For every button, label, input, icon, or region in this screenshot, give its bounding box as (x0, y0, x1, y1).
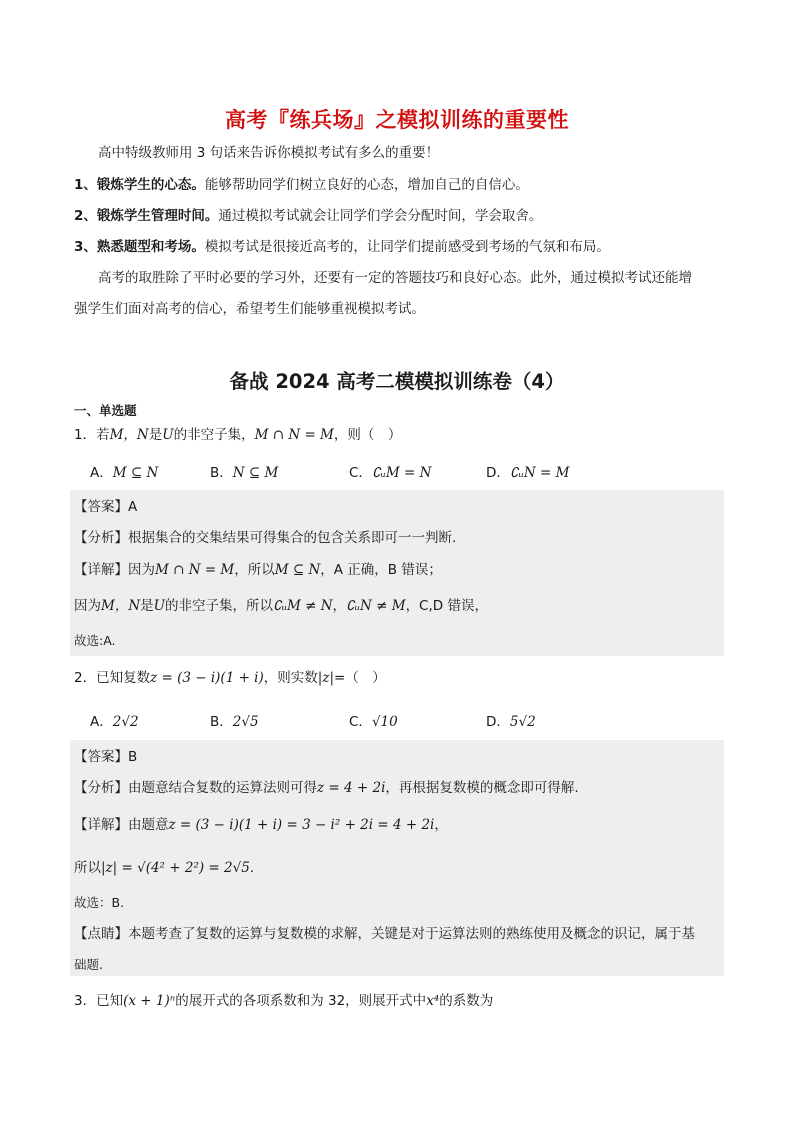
promo-title: 高考『练兵场』之模拟训练的重要性 (225, 108, 569, 132)
question-2-option-a[interactable] (90, 710, 139, 730)
option-label: A． (90, 465, 113, 481)
question-3-stem (74, 991, 724, 1011)
option-label: B． (210, 465, 233, 481)
option-label: C． (349, 465, 372, 481)
math-expr: z = 4 + 2i (317, 780, 386, 796)
text: 的系数为 (439, 993, 494, 1009)
option-expr: 2√2 (112, 714, 139, 730)
question-1-detail-line-1 (74, 560, 724, 580)
promo-point-2 (74, 206, 724, 226)
math-expr: M ∩ N = M (254, 427, 334, 443)
option-expr: 2√5 (232, 714, 259, 730)
section-heading: 一、单选题 (74, 403, 137, 418)
text: 是 (140, 598, 154, 614)
analysis-tag: 【分析】 (74, 780, 128, 796)
text: 2．已知复数 (74, 670, 151, 686)
text: ，所以 (234, 562, 275, 578)
math-expr: M，N (109, 427, 149, 443)
comment-text: 本题考查了复数的运算与复数模的求解，关键是对于运算法则的熟练使用及概念的识记，属于基 (128, 926, 695, 942)
math-expr: U (153, 598, 166, 614)
point-number: 3、 (74, 239, 97, 255)
option-expr: 5√2 (509, 714, 536, 730)
option-label: D． (486, 714, 510, 730)
answer-tag: 【答案】 (74, 499, 128, 515)
math-expr: ∁ᵤM ≠ N (273, 598, 333, 614)
point-text: 通过模拟考试就会让同学们学会分配时间，学会取舍。 (218, 208, 543, 224)
question-2-answer (74, 747, 724, 767)
question-2-stem (74, 668, 724, 688)
question-2-conclusion: 故选：B. (74, 895, 125, 910)
text: 的非空子集， (173, 427, 255, 443)
text: ，C,D 错误， (405, 598, 488, 614)
analysis-tag: 【分析】 (74, 530, 128, 546)
question-1-option-b[interactable] (210, 461, 278, 481)
question-1-answer (74, 497, 724, 517)
question-1-option-d[interactable] (486, 461, 569, 481)
point-text: 模拟考试是很接近高考的，让同学们提前感受到考场的气氛和布局。 (204, 239, 610, 255)
text: ，再根据复数模的概念即可得解. (385, 780, 579, 796)
point-heading: 锻炼学生的心态。 (96, 177, 205, 193)
option-label: C． (349, 714, 372, 730)
question-1-option-a[interactable] (90, 461, 158, 481)
point-heading: 熟悉题型和考场。 (96, 239, 205, 255)
question-1-analysis (74, 528, 724, 548)
text: =（ ） (334, 670, 386, 686)
math-expr: |z| (317, 670, 334, 686)
analysis-text: 根据集合的交集结果可得集合的包含关系即可一一判断. (128, 530, 457, 546)
exam-title: 备战 2024 高考二模模拟训练卷（4） (229, 370, 565, 393)
text: 因为 (128, 562, 155, 578)
question-2-analysis (74, 778, 724, 798)
text: ，A 正确，B 错误； (320, 562, 442, 578)
text: ， (434, 817, 448, 833)
question-2-option-d[interactable] (486, 710, 536, 730)
text: . (249, 860, 255, 876)
option-label: A． (90, 714, 113, 730)
promo-point-1 (74, 175, 724, 195)
text: 是 (148, 427, 163, 443)
point-number: 1、 (74, 177, 97, 193)
text: 由题意 (128, 817, 169, 833)
question-2-option-b[interactable] (210, 710, 259, 730)
question-2-comment-line-2: 础题. (74, 957, 103, 972)
option-expr: √10 (371, 714, 398, 730)
text: 的非空子集，所以 (165, 598, 274, 614)
question-2-comment-line-1 (74, 924, 724, 944)
point-heading: 锻炼学生管理时间。 (96, 208, 219, 224)
math-expr: U (162, 427, 174, 443)
text: 1．若 (74, 427, 110, 443)
detail-tag: 【详解】 (74, 562, 128, 578)
math-expr: z = (3 − i)(1 + i) = 3 − i² + 2i = 4 + 2i (168, 817, 435, 833)
detail-tag: 【详解】 (74, 817, 128, 833)
promo-intro: 高中特级教师用 3 句话来告诉你模拟考试有多么的重要！ (98, 145, 440, 161)
math-expr: x⁴ (426, 993, 440, 1009)
text: ，则实数 (263, 670, 318, 686)
text: ， (332, 598, 347, 614)
math-expr: ∁ᵤN ≠ M (346, 598, 406, 614)
question-1-stem (74, 425, 724, 445)
answer-value: B (128, 749, 138, 765)
text: 由题意结合复数的运算法则可得 (128, 780, 317, 796)
question-2-option-c[interactable] (349, 710, 398, 730)
math-expr: M，N (101, 598, 141, 614)
question-1-detail-line-2 (74, 596, 724, 616)
promo-point-3 (74, 237, 724, 257)
comment-tag: 【点睛】 (74, 926, 128, 942)
answer-value: A (128, 499, 138, 515)
option-expr: ∁ᵤN = M (509, 465, 570, 481)
text: 的展开式的各项系数和为 32，则展开式中 (175, 993, 427, 1009)
math-expr: M ∩ N = M (155, 562, 235, 578)
question-2-detail-line-1 (74, 815, 724, 835)
option-expr: ∁ᵤM = N (371, 465, 432, 481)
text: 所以 (74, 860, 101, 876)
text: 3．已知 (74, 993, 124, 1009)
option-expr: N ⊆ M (232, 465, 279, 481)
text: 因为 (74, 598, 101, 614)
option-expr: M ⊆ N (112, 465, 159, 481)
point-number: 2、 (74, 208, 97, 224)
promo-closing-line-2: 强学生们面对高考的信心，希望考生们能够重视模拟考试。 (74, 301, 425, 317)
question-2-detail-line-2 (74, 858, 724, 878)
text: ，则（ ） (333, 427, 402, 443)
option-label: B． (210, 714, 233, 730)
promo-closing-line-1: 高考的取胜除了平时必要的学习外，还要有一定的答题技巧和良好心态。此外，通过模拟考试还能增 (98, 270, 692, 286)
question-1-conclusion: 故选:A. (74, 633, 116, 648)
math-expr: z = (3 − i)(1 + i) (150, 670, 264, 686)
math-expr: M ⊆ N (274, 562, 321, 578)
point-text: 能够帮助同学们树立良好的心态，增加自己的自信心。 (204, 177, 529, 193)
option-label: D． (486, 465, 510, 481)
math-expr: (x + 1)ⁿ (123, 993, 176, 1009)
math-expr: |z| = √(4² + 2²) = 2√5 (101, 860, 250, 876)
answer-tag: 【答案】 (74, 749, 128, 765)
question-1-option-c[interactable] (349, 461, 431, 481)
